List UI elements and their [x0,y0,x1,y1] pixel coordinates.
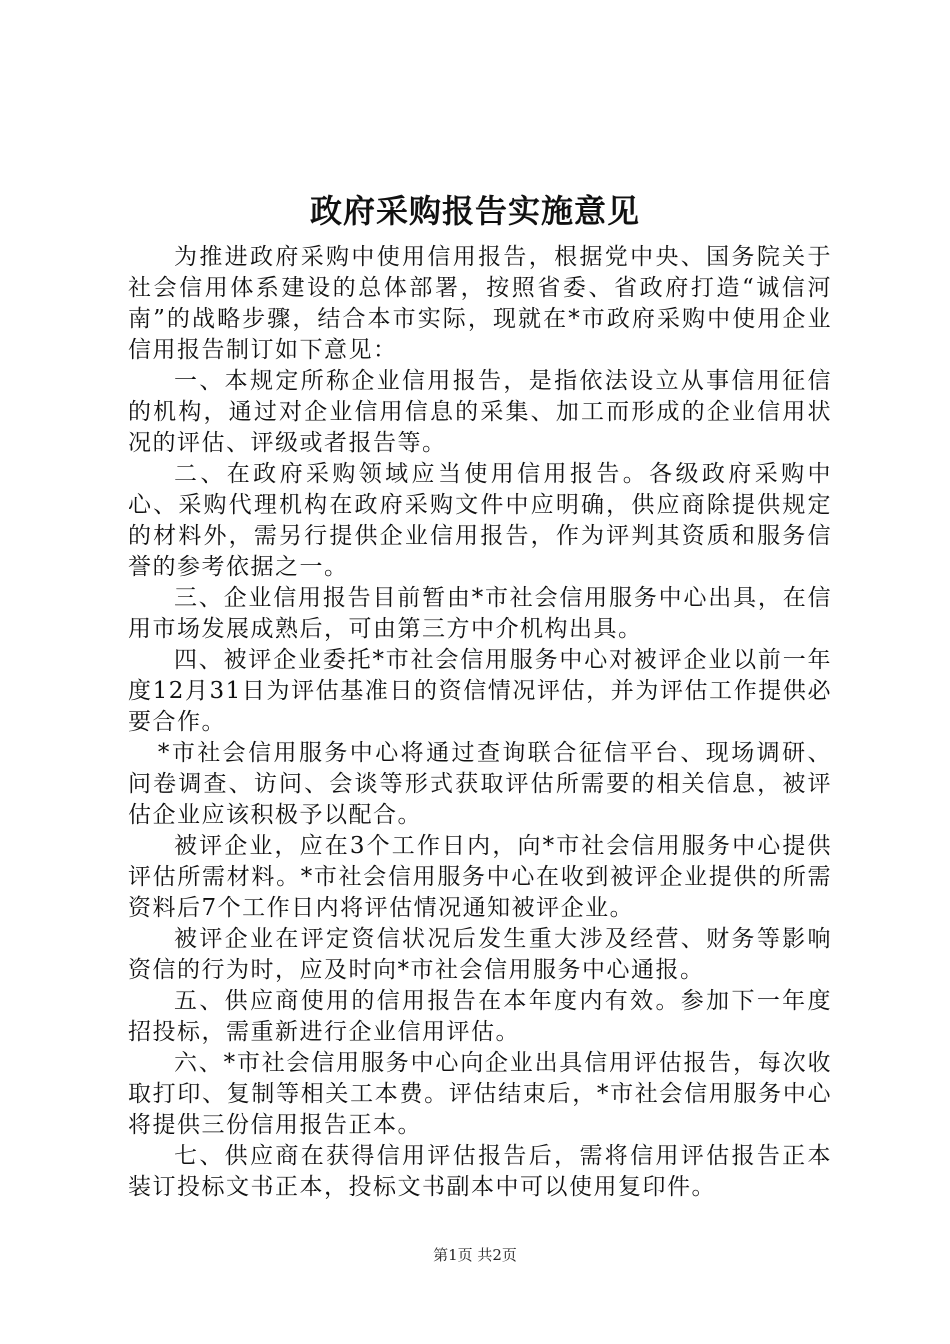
page-number-footer: 第1页 共2页 [433,1246,517,1264]
paragraph-item-4-detail-c: 被评企业在评定资信状况后发生重大涉及经营、财务等影响资信的行为时，应及时向*市社会信用服务中心通报。 [128,926,832,983]
paragraph-intro: 为推进政府采购中使用信用报告，根据党中央、国务院关于社会信用体系建设的总体部署，按照省委、省政府打造“诚信河南”的战略步骤，结合本市实际，现就在*市政府采购中使用企业信用报告制订如下意见： [128,244,832,363]
paragraph-item-5: 五、供应商使用的信用报告在本年度内有效。参加下一年度招投标，需重新进行企业信用评估。 [128,988,832,1045]
document-title: 政府采购报告实施意见 [309,192,640,230]
paragraph-item-4-detail-b: 被评企业，应在3个工作日内，向*市社会信用服务中心提供评估所需材料。*市社会信用服务中心在收到被评企业提供的所需资料后7个工作日内将评估情况通知被评企业。 [128,833,832,921]
paragraph-item-2: 二、在政府采购领域应当使用信用报告。各级政府采购中心、采购代理机构在政府采购文件中应明确，供应商除提供规定的材料外，需另行提供企业信用报告，作为评判其资质和服务信誉的参考依据之一。 [128,461,832,580]
paragraph-item-4: 四、被评企业委托*市社会信用服务中心对被评企业以前一年度12月31日为评估基准日的资信情况评估，并为评估工作提供必要合作。 [128,647,832,735]
paragraph-item-3: 三、企业信用报告目前暂由*市社会信用服务中心出具，在信用市场发展成熟后，可由第三方中介机构出具。 [128,585,832,642]
document-body [128,242,832,1203]
paragraph-item-7: 七、供应商在获得信用评估报告后，需将信用评估报告正本装订投标文书正本，投标文书副本中可以使用复印件。 [128,1143,832,1200]
paragraph-item-4-detail-a: *市社会信用服务中心将通过查询联合征信平台、现场调研、问卷调查、访问、会谈等形式获取评估所需要的相关信息，被评估企业应该积极予以配合。 [128,740,832,828]
paragraph-item-6: 六、*市社会信用服务中心向企业出具信用评估报告，每次收取打印、复制等相关工本费。评估结束后，*市社会信用服务中心将提供三份信用报告正本。 [128,1050,832,1138]
paragraph-item-1: 一、本规定所称企业信用报告，是指依法设立从事信用征信的机构，通过对企业信用信息的采集、加工而形成的企业信用状况的评估、评级或者报告等。 [128,368,832,456]
